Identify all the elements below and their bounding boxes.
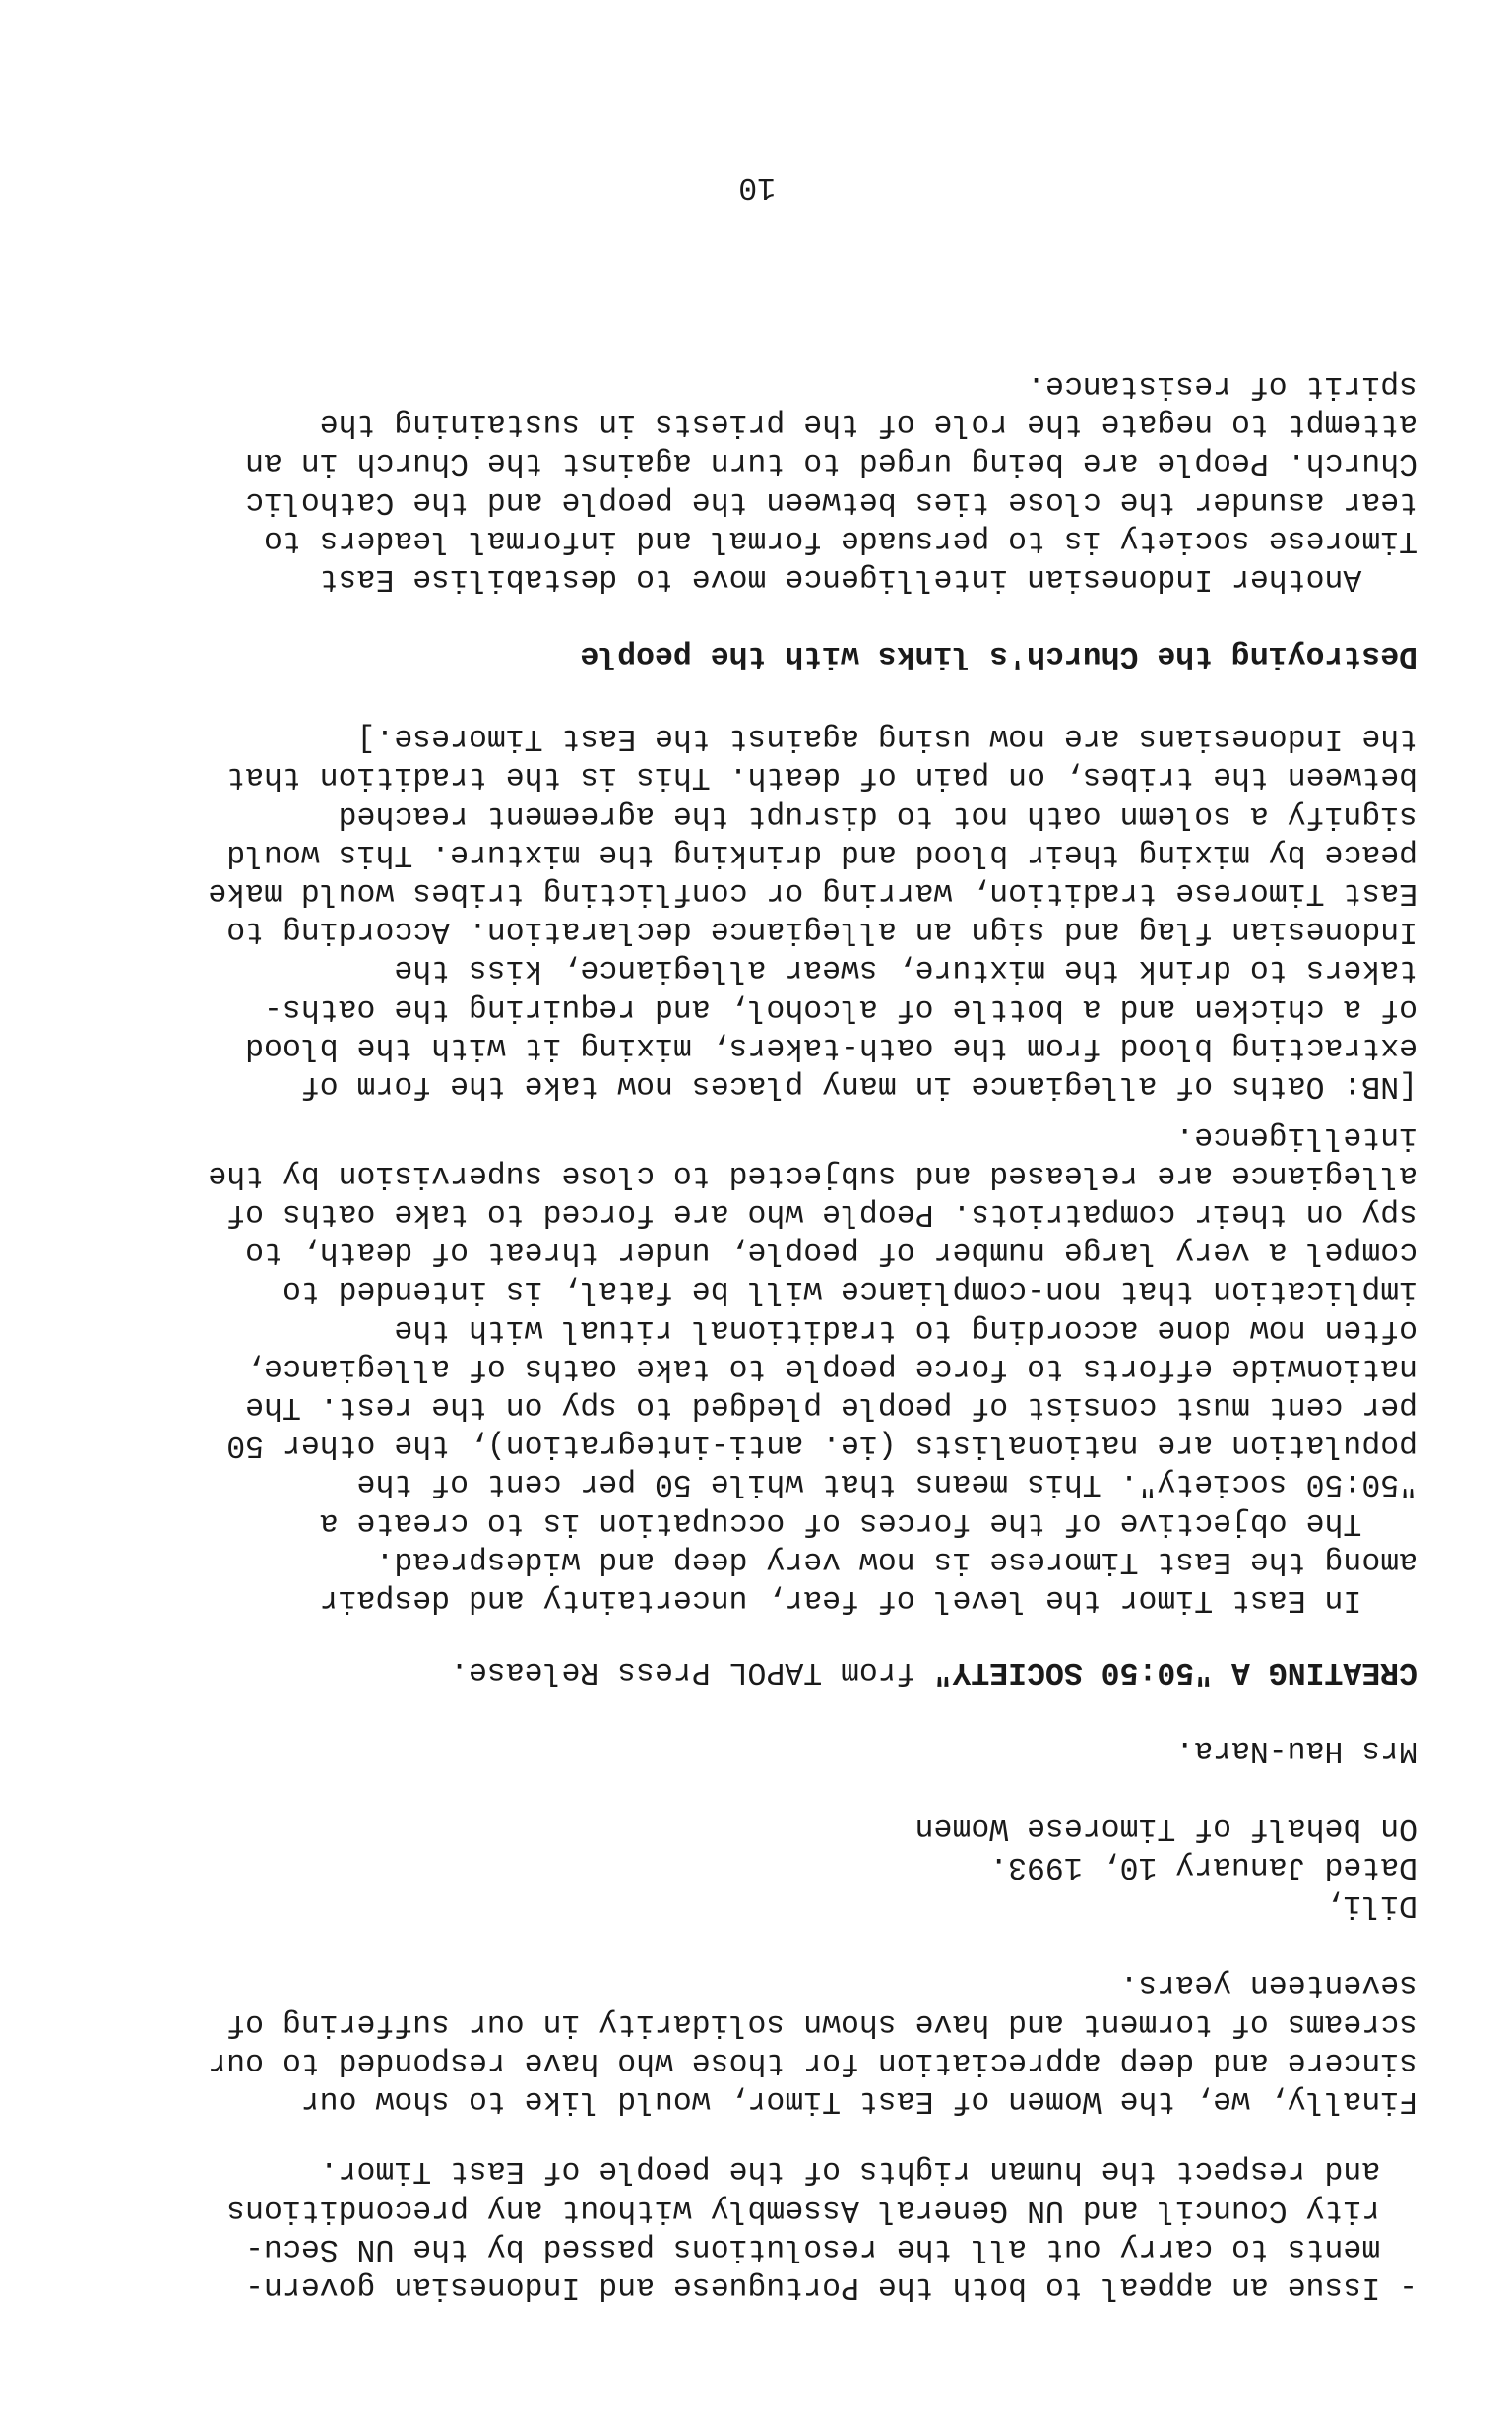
body-line: compel a very large number of people, under threat of death, to xyxy=(245,1235,1418,1270)
page-number: 10 xyxy=(738,169,776,204)
closing-line: sincere and deep appreciation for those who have responded to our xyxy=(208,2044,1418,2079)
appeal-list-item xyxy=(84,2151,1418,2306)
body-line: between the tribes, on pain of death. This is the tradition that xyxy=(226,759,1418,795)
closing-line: seventeen years. xyxy=(1119,1967,1418,2003)
signature-place: Dili, xyxy=(1324,1887,1418,1922)
signature-spacer xyxy=(84,1769,1418,1808)
signature-name: Mrs Hau-Nara. xyxy=(1175,1733,1418,1768)
body-line: among the East Timorese is now very deep and widespread. xyxy=(375,1543,1418,1578)
body-line: of a chicken and a bottle of alcohol, and requiring the oaths- xyxy=(264,990,1418,1026)
closing-line: screams of torment and have shown solidarity in our suffering of xyxy=(226,2006,1418,2041)
body-line: signify a solemn oath not to disrupt the agreement reached xyxy=(338,797,1418,833)
paragraph-fear-and-objective xyxy=(84,1116,1418,1619)
appeal-line: ments to carry out all the resolutions passed by the UN Secu- xyxy=(245,2230,1418,2265)
body-line: [NB: Oaths of allegiance in many places now take the form of xyxy=(300,1068,1418,1103)
body-line: tear asunder the close ties between the people and the Catholic xyxy=(245,483,1418,519)
closing-paragraph xyxy=(84,1965,1418,2120)
body-line: The objective of the forces of occupation is to create a xyxy=(319,1504,1418,1540)
body-line: Another Indonesian intelligence move to destabilise East xyxy=(319,561,1418,596)
appeal-line: and respect the human rights of the people of East Timor. xyxy=(319,2153,1418,2189)
body-line: East Timorese tradition, warring or conflicting tribes would make xyxy=(208,874,1418,910)
section-heading-50-50-society xyxy=(84,1652,1418,1690)
body-line: Timorese society is to persuade formal and informal leaders to xyxy=(264,522,1418,557)
body-line: the Indonesians are now using against the East Timorese.] xyxy=(356,721,1418,756)
body-line: spy on their compatriots. People who are forced to take oaths of xyxy=(226,1195,1418,1231)
body-line: population are nationalists (ie. anti-integration), the other 50 xyxy=(226,1428,1418,1463)
body-line: spirit of resistance. xyxy=(1027,367,1418,403)
section-heading-bold: CREATING A "50:50 SOCIETY" xyxy=(933,1654,1418,1689)
paragraph-nb-oaths xyxy=(84,719,1418,1105)
body-line: Indonesian flag and sign an allegiance declaration. According to xyxy=(226,914,1418,949)
closing-line: Finally, we, the Women of East Timor, would like to show our xyxy=(300,2083,1418,2118)
body-line: peace by mixing their blood and drinking the mixture. This would xyxy=(226,836,1418,871)
body-line: often now done according to traditional ritual with the xyxy=(394,1311,1418,1347)
body-line: takers to drink the mixture, swear allegiance, kiss the xyxy=(394,952,1418,988)
body-line: nationwide efforts to force people to take oaths of allegiance, xyxy=(245,1350,1418,1385)
body-line: In East Timor the level of fear, uncertainty and despair xyxy=(319,1582,1418,1617)
body-line: implication that non-compliance will be fatal, is intended to xyxy=(282,1273,1418,1308)
body-line: allegiance are released and subjected to close supervision by the xyxy=(208,1157,1418,1192)
section-heading-church-links xyxy=(84,636,1418,674)
paragraph-church xyxy=(84,366,1418,598)
signature-behalf: On behalf of Timorese Women xyxy=(914,1810,1418,1845)
body-line: extracting blood from the oath-takers, mixing it with the blood xyxy=(245,1029,1418,1064)
signature-block xyxy=(84,1731,1418,1924)
appeal-line: - Issue an appeal to both the Portuguese and Indonesian govern- xyxy=(245,2269,1418,2304)
appeal-line: rity Council and UN General Assembly without any preconditions xyxy=(226,2192,1418,2227)
signature-date: Dated January 10, 1993. xyxy=(989,1848,1418,1883)
body-line: attempt to negate the role of the priests in sustaining the xyxy=(319,407,1418,442)
section-heading-source: from TAPOL Press Release. xyxy=(450,1654,934,1689)
section-heading: Destroying the Church's links with the people xyxy=(580,638,1418,672)
body-line: intelligence. xyxy=(1175,1118,1418,1154)
body-line: "50:50 society". This means that while 50 per cent of the xyxy=(356,1466,1418,1501)
body-line: Church. People are being urged to turn against the Church in an xyxy=(245,445,1418,480)
body-line: per cent must consist of people pledged to spy on the rest. The xyxy=(245,1388,1418,1424)
